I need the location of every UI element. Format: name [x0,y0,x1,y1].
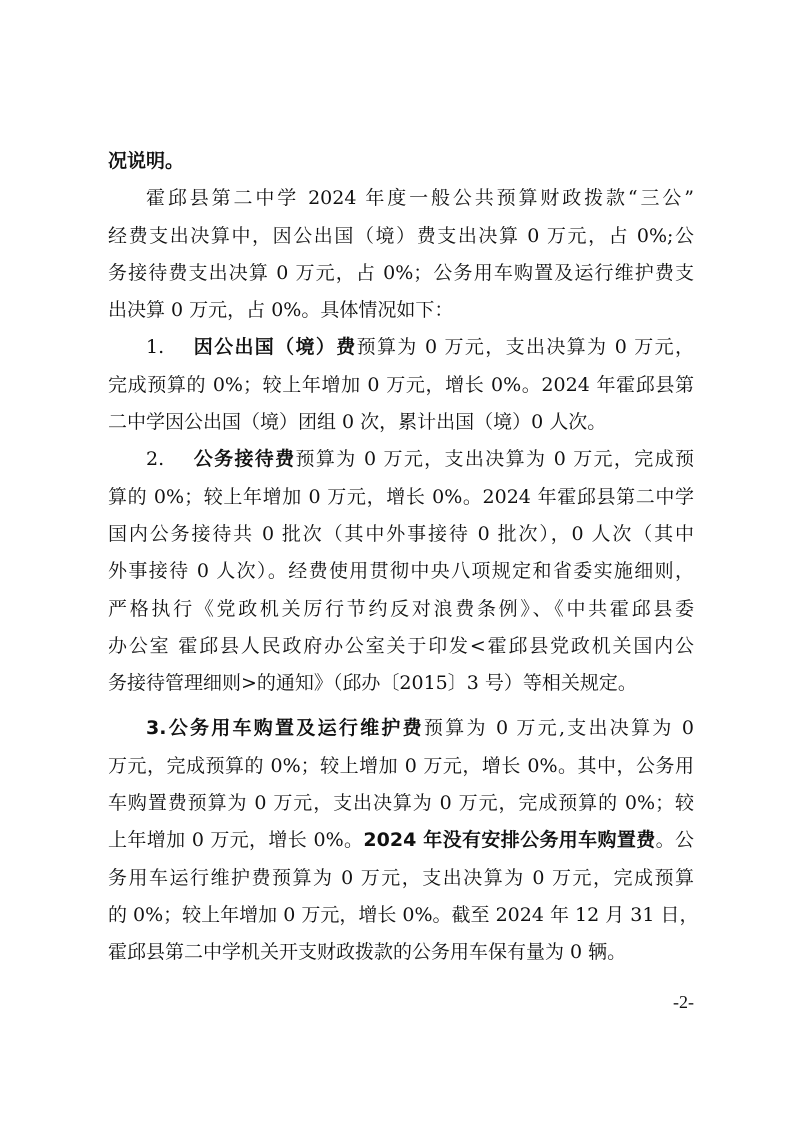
document-body [108,143,699,972]
item1-text: 预算为 0 万元，支出决算为 0 万元， [356,336,694,359]
item3-line-6: 的 0%；较上年增加 0 万元，增长 0%。截至 2024 年 12 月 31 日， [108,903,699,926]
item2-line-2: 算的 0%；较上年增加 0 万元，增长 0%。2024 年霍邱县第二中学 [108,485,694,508]
item3-line-7: 霍邱县第二中学机关开支财政拨款的公务用车保有量为 0 辆。 [108,941,627,964]
intro-line-1: 霍邱县第二中学 2024 年度一般公共预算财政拨款“三公” [146,187,694,210]
section-heading-tail: 况说明。 [108,150,185,172]
intro-line-3: 务接待费支出决算 0 万元，占 0%；公务用车购置及运行维护费支 [108,261,694,284]
item1-line-3: 二中学因公出国（境）团组 0 次，累计出国（境）0 人次。 [108,411,607,434]
item2-line-6: 办公室 霍邱县人民政府办公室关于印发<霍邱县党政机关国内公 [108,634,694,657]
item1-line-1 [108,329,694,366]
item3-line-4-c: 。公 [655,829,694,852]
item2-number: 2. [146,448,165,471]
item3-line-4-a: 上年增加 0 万元，增长 0%。 [108,829,364,852]
intro-line-4: 出决算 0 万元，占 0%。具体情况如下： [108,299,454,322]
item3-text: 预算为 0 万元,支出决算为 0 [423,717,694,740]
item3-line-4 [108,822,694,859]
item3-line-5: 务用车运行维护费预算为 0 万元，支出决算为 0 万元，完成预算 [108,866,694,889]
page-number: -2- [673,992,694,1012]
item3-line-3: 车购置费预算为 0 万元，支出决算为 0 万元，完成预算的 0%；较 [108,792,694,815]
item1-number: 1. [146,336,165,359]
item3-line-1 [108,710,694,747]
item3-note: 2024 年没有安排公务用车购置费 [363,829,656,852]
item3-line-2: 万元，完成预算的 0%；较上增加 0 万元，增长 0%。其中，公务用 [108,754,694,777]
item2-line-5: 严格执行《党政机关厉行节约反对浪费条例》、《中共霍邱县委 [108,597,694,620]
item1-title: 因公出国（境）费 [193,336,357,359]
item3-title: 3.公务用车购置及运行维护费 [146,717,424,740]
item1-line-2: 完成预算的 0%；较上年增加 0 万元，增长 0%。2024 年霍邱县第 [108,373,694,396]
item2-title: 公务接待费 [193,448,296,471]
intro-line-2: 经费支出决算中，因公出国（境）费支出决算 0 万元，占 0%;公 [108,224,694,247]
item2-line-3: 国内公务接待共 0 批次（其中外事接待 0 批次），0 人次（其中 [108,522,694,545]
item2-text: 预算为 0 万元，支出决算为 0 万元，完成预 [295,448,694,471]
item2-line-4: 外事接待 0 人次）。经费使用贯彻中央八项规定和省委实施细则， [108,560,694,583]
item2-line-7: 务接待管理细则>的通知》（邱办〔2015〕3 号）等相关规定。 [108,672,637,695]
item2-line-1 [108,441,694,478]
